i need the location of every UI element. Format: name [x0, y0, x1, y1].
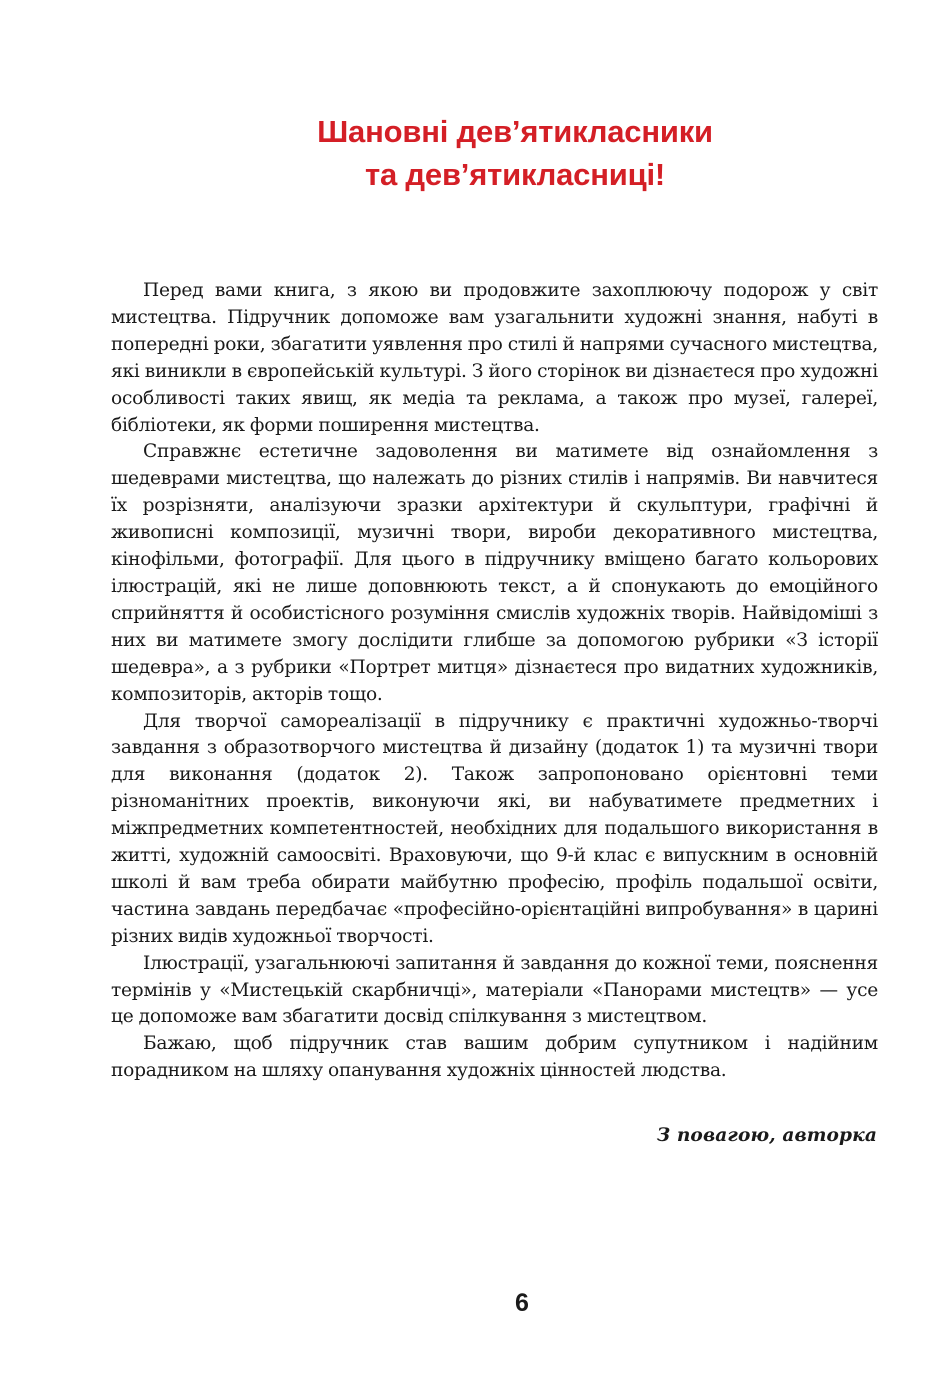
signature: З повагою, авторка	[656, 1125, 877, 1146]
title-line-1: Шановні дев’ятикласники	[317, 114, 713, 149]
paragraph-3: Для творчої самореалізації в підручнику є практичні художньо-творчі завдання з образотворчого мистецтва й дизайну (додаток 1) та музичні твори для виконання (додаток 2). Також запропоновано орієнтовні теми різноманітних проектів, виконуючи які, ви набуватимете предметних і міжпредметних компетентностей, необхідних для подальшого використання в житті, художній самоосвіті. Враховуючи, що 9-й клас є випускним в основній школі й вам треба обирати майбутню професію, профіль подальшої освіти, частина завдань передбачає «професійно-орієнтаційні випробування» в царині різних видів художньої творчості.	[111, 710, 878, 947]
paragraph-4: Ілюстрації, узагальнюючі запитання й завдання до кожної теми, пояснення термінів у «Мистецькій скарбничці», матеріали «Панорами мистецтв» — усе це допоможе вам збагатити досвід спілкування з мистецтвом.	[111, 952, 878, 1028]
paragraph-2: Справжнє естетичне задоволення ви матимете від ознайомлення з шедеврами мистецтва, що належать до різних стилів і напрямів. Ви навчитеся їх розрізняти, аналізуючи зразки архітектури й скульптури, графічні й живописні композиції, музичні твори, вироби декоративного мистецтва, кінофільми, фотографії. Для цього в підручнику вміщено багато кольорових ілюстрацій, які не лише доповнюють текст, а й спонукають до емоційного сприйняття й особистісного розуміння смислів художніх творів. Найвідоміші з них ви матимете змогу дослідити глибше за допомогою рубрики «З історії шедевра», а з рубрики «Портрет митця» дізнаєтеся про видатних художників, композиторів, акторів тощо.	[111, 441, 878, 705]
page-title	[0, 110, 951, 196]
body-text	[111, 278, 878, 1085]
page-number: 6	[515, 1289, 529, 1317]
paragraph-1: Перед вами книга, з якою ви продовжите захоплюючу подорож у світ мистецтва. Підручник допоможе вам узагальнити художні знання, набуті в попередні роки, збагатити уявлення про стилі й напрями сучасного мистецтва, які виникли в європейській культурі. З його сторінок ви дізнаєтеся про художні особливості таких явищ, як медіа та реклама, а також про музеї, галереї, бібліотеки, як форми поширення мистецтва.	[111, 280, 878, 436]
title-line-2: та дев’ятикласниці!	[365, 157, 665, 192]
paragraph-5: Бажаю, щоб підручник став вашим добрим супутником і надійним порадником на шляху опанування художніх цінностей людства.	[111, 1033, 878, 1082]
